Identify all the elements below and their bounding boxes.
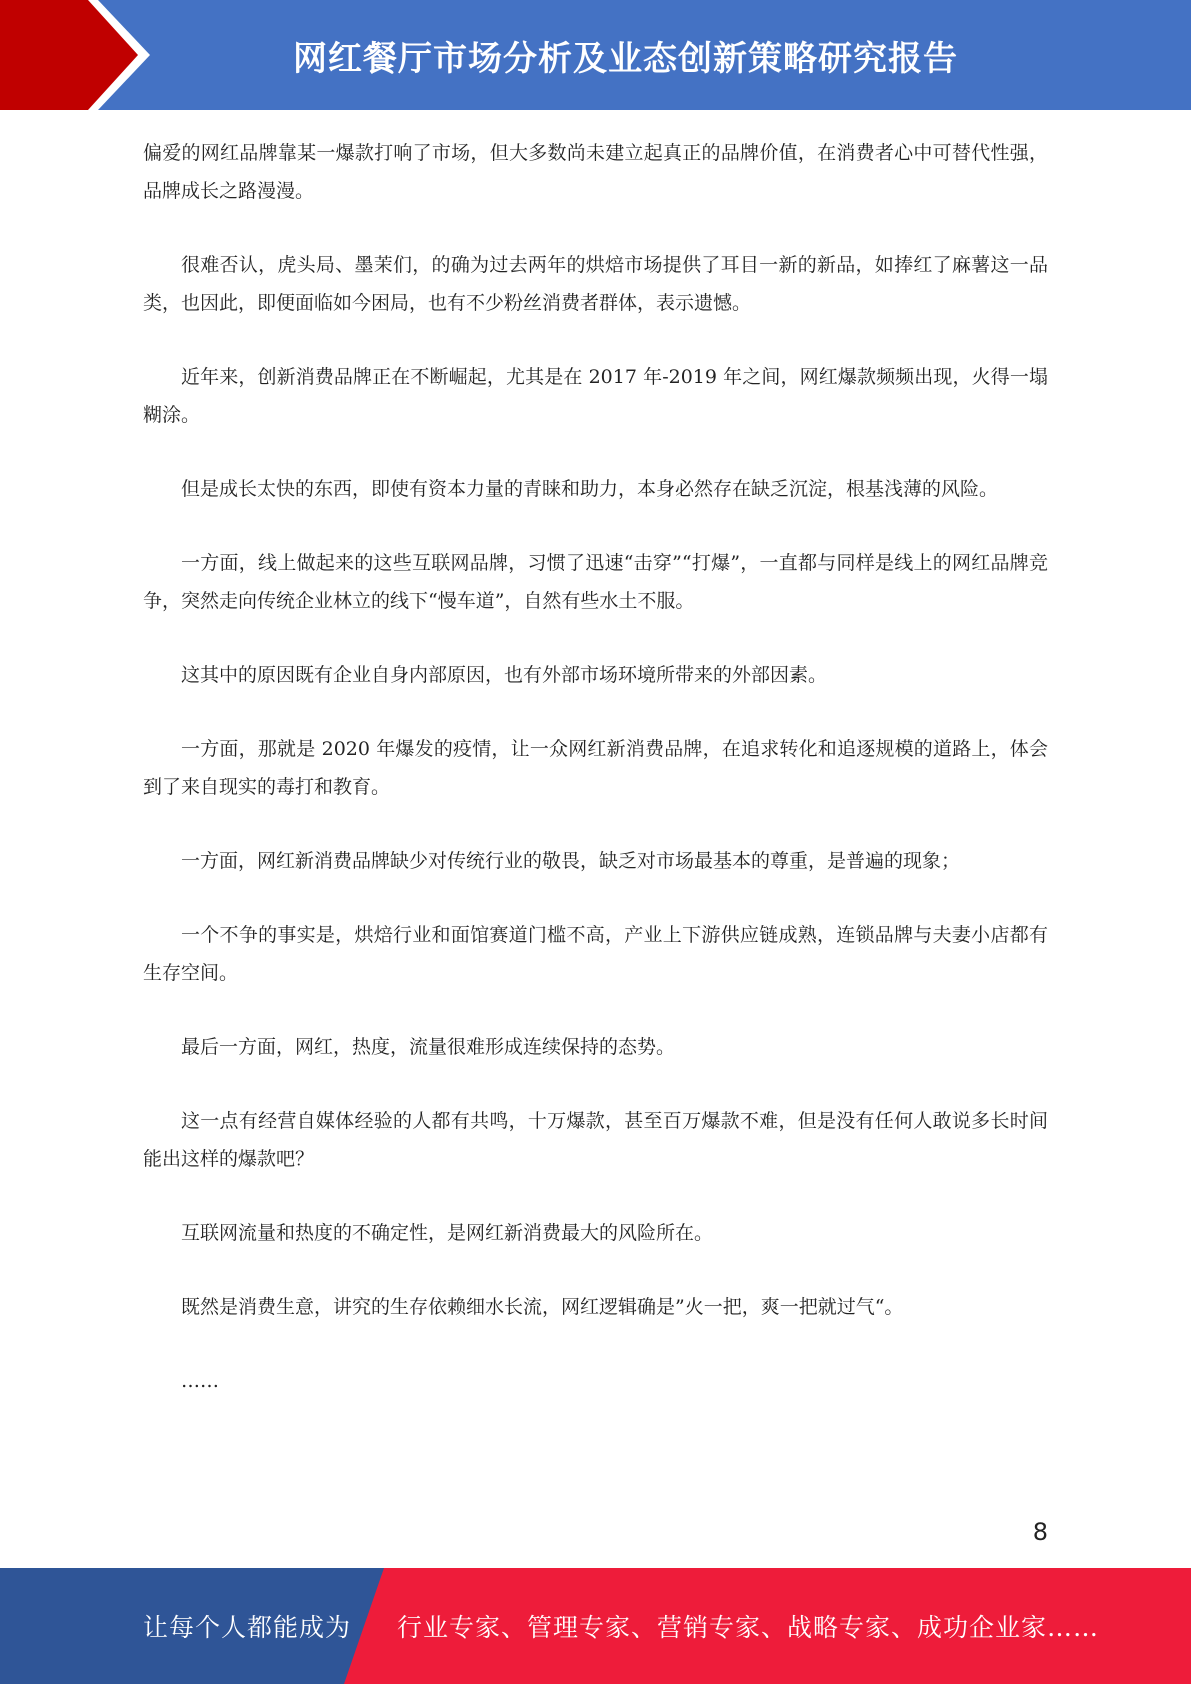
- paragraph-ellipsis: ……: [181, 1370, 219, 1392]
- paragraph-12: 互联网流量和热度的不确定性，是网红新消费最大的风险所在。: [181, 1222, 714, 1244]
- paragraph-13: 既然是消费生意，讲究的生存依赖细水长流，网红逻辑确是”火一把，爽一把就过气“。: [181, 1296, 904, 1318]
- paragraph-4: 但是成长太快的东西，即使有资本力量的青睐和助力，本身必然存在缺乏沉淀，根基浅薄的风险。: [181, 478, 999, 500]
- footer-slogan-left: 让每个人都能成为: [143, 1613, 352, 1642]
- document-body: [143, 134, 1048, 1436]
- footer-slogan-right: 行业专家、管理专家、营销专家、战略专家、成功企业家……: [397, 1613, 1100, 1642]
- header-band: [0, 0, 1191, 110]
- paragraph-3: 近年来，创新消费品牌正在不断崛起，尤其是在 2017 年-2019 年之间，网红爆款频频出现，火得一塌糊涂。: [143, 366, 1048, 426]
- paragraph-9: 一个不争的事实是，烘焙行业和面馆赛道门槛不高，产业上下游供应链成熟，连锁品牌与夫妻小店都有生存空间。: [143, 924, 1048, 984]
- paragraph-5: 一方面，线上做起来的这些互联网品牌，习惯了迅速“击穿”“打爆”，一直都与同样是线上的网红品牌竞争，突然走向传统企业林立的线下“慢车道”，自然有些水土不服。: [143, 552, 1048, 612]
- page-number: 8: [1032, 1518, 1048, 1546]
- paragraph-11: 这一点有经营自媒体经验的人都有共鸣，十万爆款，甚至百万爆款不难，但是没有任何人敢说多长时间能出这样的爆款吧？: [143, 1110, 1048, 1170]
- report-title: 网红餐厅市场分析及业态创新策略研究报告: [293, 38, 958, 79]
- paragraph-2: 很难否认，虎头局、墨茉们，的确为过去两年的烘焙市场提供了耳目一新的新品，如捧红了麻薯这一品类，也因此，即便面临如今困局，也有不少粉丝消费者群体，表示遗憾。: [143, 254, 1048, 314]
- footer-band: [0, 1568, 1191, 1684]
- paragraph-1: 偏爱的网红品牌靠某一爆款打响了市场，但大多数尚未建立起真正的品牌价值，在消费者心中可替代性强，品牌成长之路漫漫。: [143, 142, 1048, 202]
- paragraph-10: 最后一方面，网红，热度，流量很难形成连续保持的态势。: [181, 1036, 676, 1058]
- paragraph-7: 一方面，那就是 2020 年爆发的疫情，让一众网红新消费品牌，在追求转化和追逐规模的道路上，体会到了来自现实的毒打和教育。: [143, 738, 1048, 798]
- paragraph-8: 一方面，网红新消费品牌缺少对传统行业的敬畏，缺乏对市场最基本的尊重，是普遍的现象；: [181, 850, 961, 872]
- paragraph-6: 这其中的原因既有企业自身内部原因，也有外部市场环境所带来的外部因素。: [181, 664, 828, 686]
